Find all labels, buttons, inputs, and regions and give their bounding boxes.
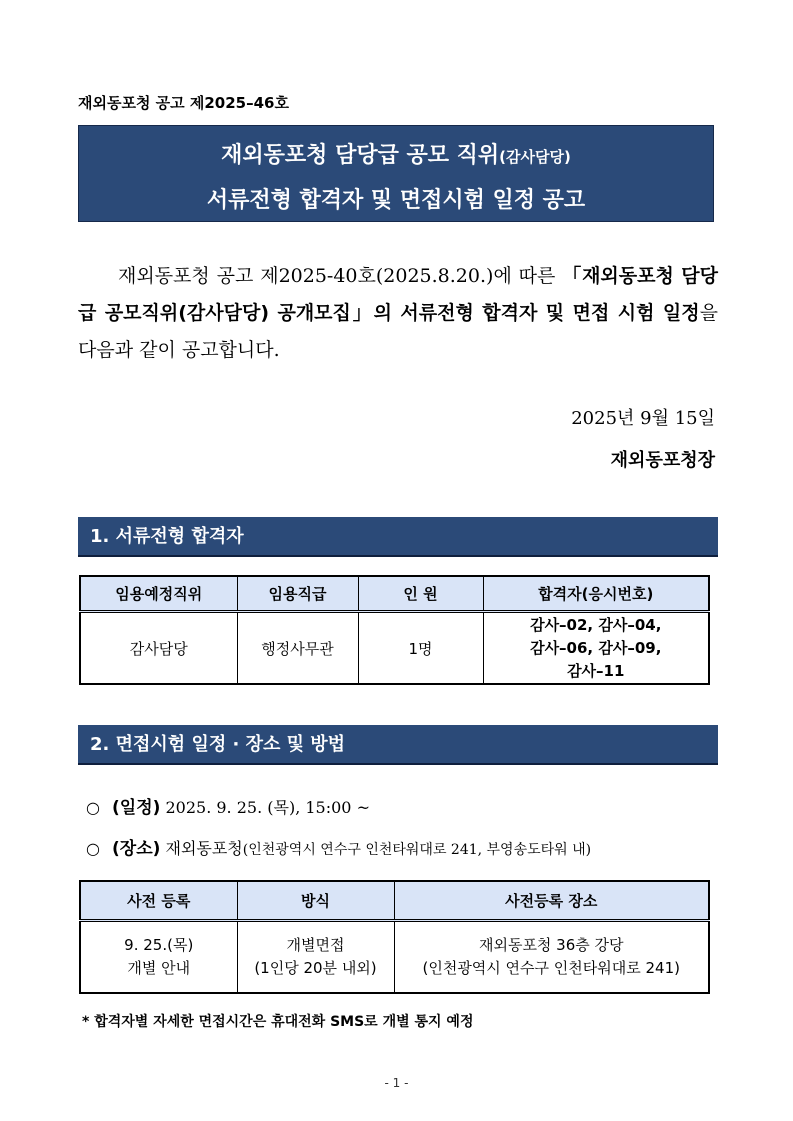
title-main: 재외동포청 담당급 공모 직위 bbox=[221, 143, 500, 168]
cell-registration bbox=[80, 921, 237, 994]
body-part-2: 을 다음과 같이 공고합니다. bbox=[78, 302, 718, 361]
schedule-item bbox=[86, 793, 370, 818]
title-line-2: 서류전형 합격자 및 면접시험 일정 공고 bbox=[206, 188, 586, 213]
header-method: 방식 bbox=[237, 881, 394, 921]
winners-line: 감사–02, 감사–04, bbox=[530, 615, 662, 634]
schedule-label: (일정) bbox=[112, 798, 161, 818]
reg-place-address: (인천광역시 연수구 인천타워대로 241) bbox=[422, 959, 680, 977]
reg-note: 개별 안내 bbox=[127, 959, 191, 977]
header-winners: 합격자(응시번호) bbox=[483, 576, 709, 612]
passers-table bbox=[79, 575, 710, 685]
table-header-row bbox=[80, 576, 709, 612]
reg-date: 9. 25.(목) bbox=[124, 936, 194, 954]
cell-count: 1명 bbox=[358, 612, 483, 685]
section-1-title: 1. 서류전형 합격자 bbox=[78, 517, 718, 557]
winners-line: 감사–11 bbox=[567, 661, 625, 680]
page-number: - 1 - bbox=[384, 1076, 409, 1090]
cell-winners bbox=[483, 612, 709, 685]
place-label: (장소) bbox=[112, 839, 161, 859]
footnote: * 합격자별 자세한 면접시간은 휴대전화 SMS로 개별 통지 예정 bbox=[82, 1014, 474, 1030]
cell-grade: 행정사무관 bbox=[237, 612, 358, 685]
body-paragraph bbox=[78, 258, 718, 369]
winners-line: 감사–06, 감사–09, bbox=[530, 638, 662, 657]
circle-bullet-icon: ○ bbox=[86, 839, 100, 858]
title-line-1 bbox=[79, 138, 713, 169]
method-type: 개별면접 bbox=[286, 936, 345, 954]
body-part-1: 재외동포청 공고 제2025-40호(2025.8.20.)에 따른 bbox=[118, 265, 563, 287]
title-sub: (감사담당) bbox=[499, 148, 571, 166]
cell-position: 감사담당 bbox=[80, 612, 237, 685]
place-detail: (인천광역시 연수구 인천타워대로 241, 부영송도타워 내) bbox=[242, 842, 592, 858]
notice-number: 재외동포청 공고 제2025–46호 bbox=[78, 94, 289, 112]
circle-bullet-icon: ○ bbox=[86, 798, 100, 817]
place-value: 재외동포청 bbox=[165, 839, 243, 858]
place-item bbox=[86, 834, 591, 859]
header-position: 임용예정직위 bbox=[80, 576, 237, 612]
header-count: 인 원 bbox=[358, 576, 483, 612]
schedule-value: 2025. 9. 25. (목), 15:00 ~ bbox=[165, 798, 370, 817]
table-header-row bbox=[80, 881, 709, 921]
table-row bbox=[80, 612, 709, 685]
announcement-date: 2025년 9월 15일 bbox=[571, 408, 715, 429]
reg-place-name: 재외동포청 36층 강당 bbox=[478, 936, 624, 954]
table-row bbox=[80, 921, 709, 994]
method-duration: (1인당 20분 내외) bbox=[254, 959, 377, 977]
header-grade: 임용직급 bbox=[237, 576, 358, 612]
cell-method bbox=[237, 921, 394, 994]
title-box bbox=[78, 125, 714, 222]
issuer: 재외동포청장 bbox=[610, 450, 715, 471]
section-2-title: 2. 면접시험 일정 · 장소 및 방법 bbox=[78, 725, 718, 765]
header-reg-place: 사전등록 장소 bbox=[394, 881, 709, 921]
header-registration: 사전 등록 bbox=[80, 881, 237, 921]
cell-reg-place bbox=[394, 921, 709, 994]
interview-table bbox=[79, 880, 710, 994]
body-bold-1: 「재외동포청 담당급 공모직위(감사담당) 공개모집」의 서류전형 합격자 및 면접 시험 일정 bbox=[78, 265, 719, 324]
